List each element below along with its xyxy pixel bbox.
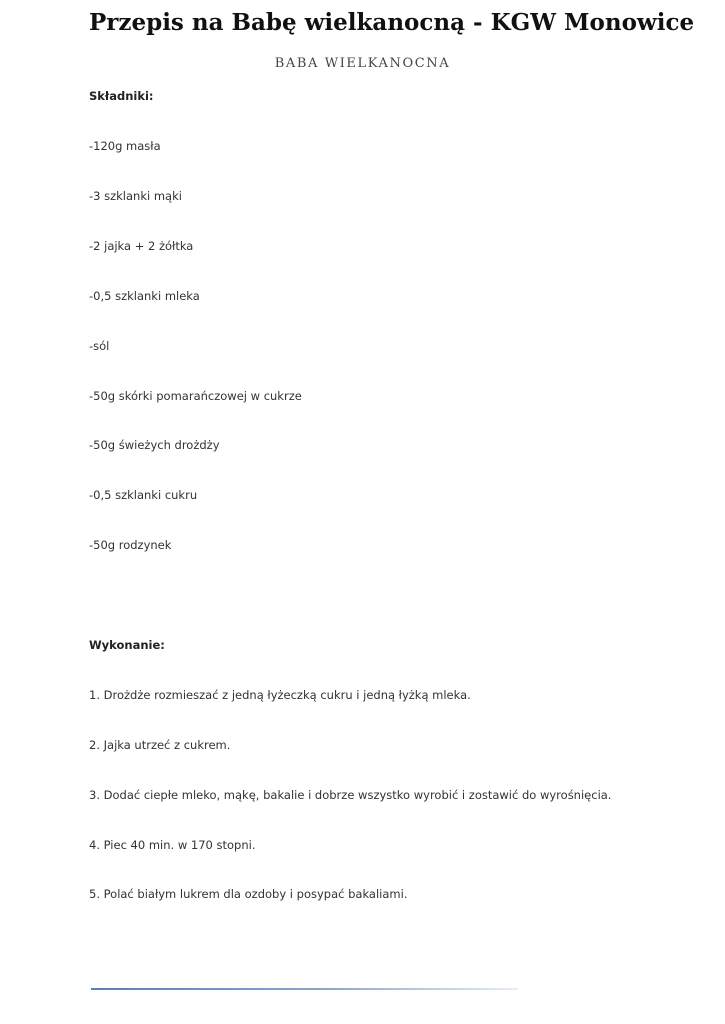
preparation-heading: Wykonanie: bbox=[89, 638, 165, 652]
ingredient-item: -0,5 szklanki mleka bbox=[89, 289, 200, 303]
ingredient-item: -50g skórki pomarańczowej w cukrze bbox=[89, 389, 302, 403]
recipe-subtitle: BABA WIELKANOCNA bbox=[274, 56, 451, 71]
preparation-step: 1. Drożdże rozmieszać z jedną łyżeczką cukru i jedną łyżką mleka. bbox=[89, 688, 471, 702]
ingredient-item: -120g masła bbox=[89, 139, 161, 153]
ingredient-item: -50g świeżych drożdży bbox=[89, 438, 220, 452]
ingredient-item: -2 jajka + 2 żółtka bbox=[89, 239, 194, 253]
ingredient-item: -50g rodzynek bbox=[89, 538, 172, 552]
preparation-step: 2. Jajka utrzeć z cukrem. bbox=[89, 738, 231, 752]
ingredient-item: -3 szklanki mąki bbox=[89, 189, 182, 203]
footer-divider bbox=[91, 988, 518, 990]
preparation-step: 3. Dodać ciepłe mleko, mąkę, bakalie i dobrze wszystko wyrobić i zostawić do wyrośnięcia. bbox=[89, 788, 612, 802]
ingredients-heading: Składniki: bbox=[89, 89, 154, 103]
preparation-step: 5. Polać białym lukrem dla ozdoby i posypać bakaliami. bbox=[89, 887, 408, 901]
preparation-step: 4. Piec 40 min. w 170 stopni. bbox=[89, 838, 256, 852]
ingredient-item: -0,5 szklanki cukru bbox=[89, 488, 198, 502]
ingredient-item: -sól bbox=[89, 339, 110, 353]
page-title: Przepis na Babę wielkanocną - KGW Monowice bbox=[89, 9, 695, 36]
